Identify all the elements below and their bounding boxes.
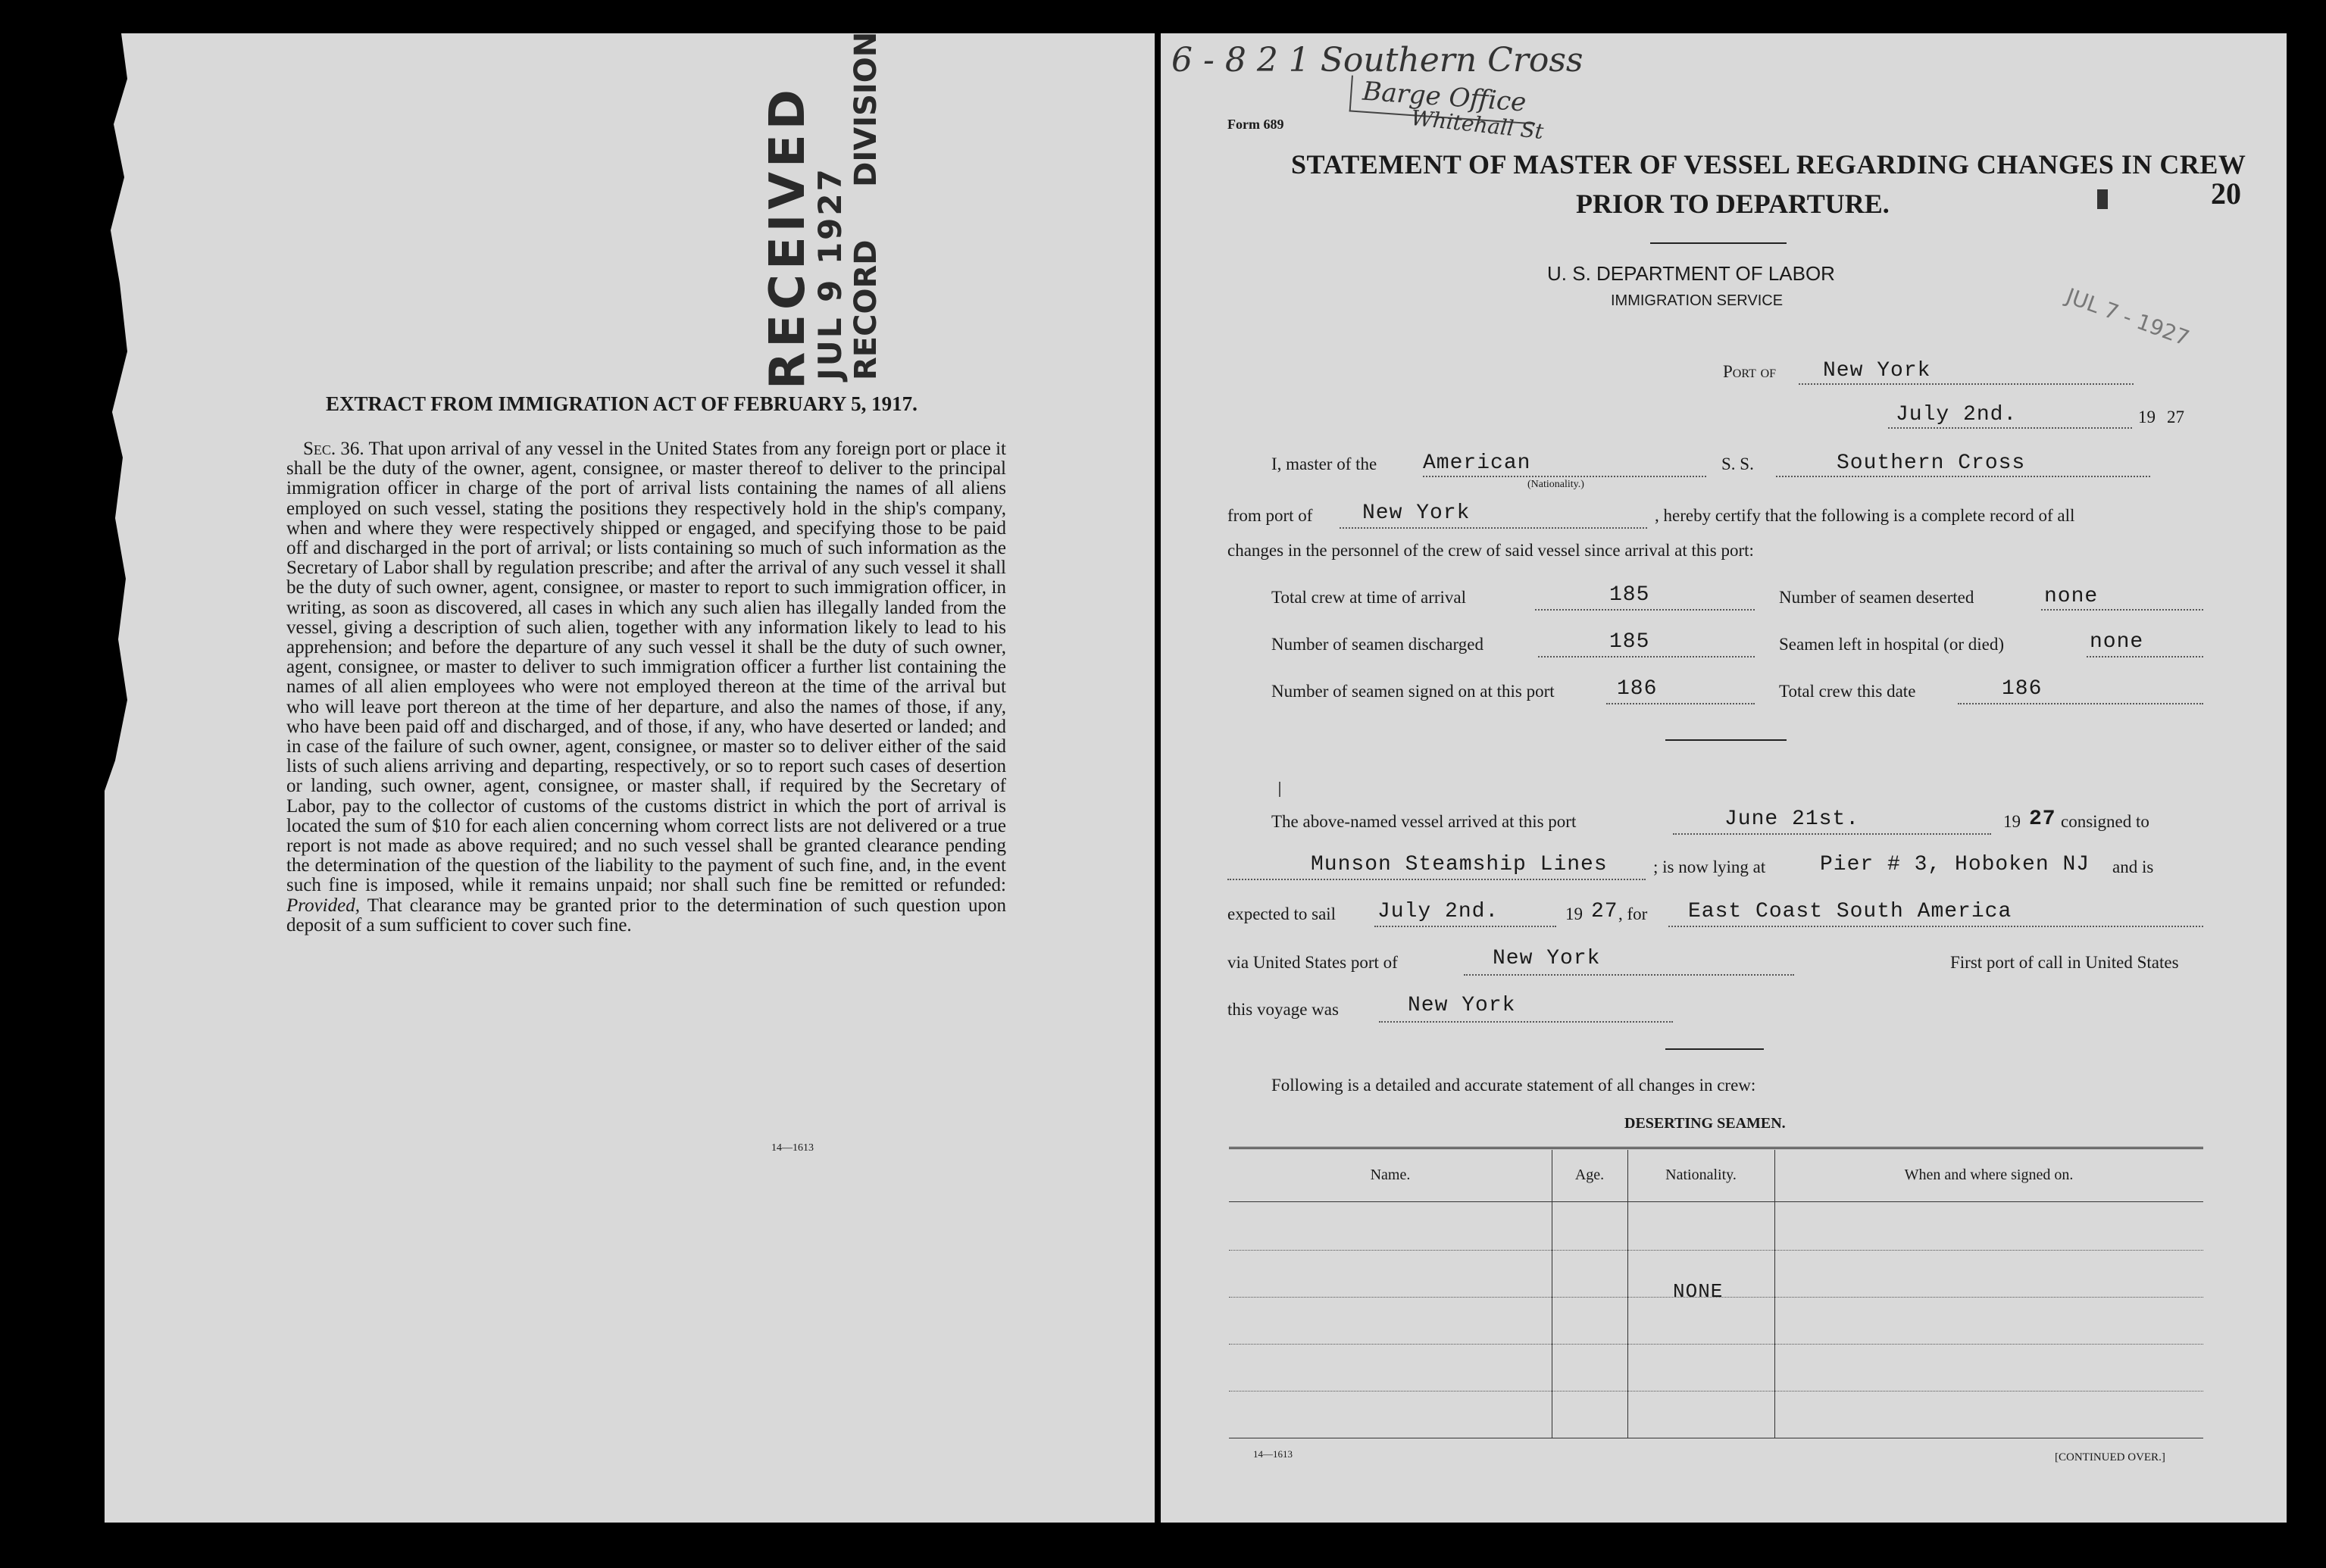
stamp-record: RECORD	[849, 239, 883, 380]
from-port-value: New York	[1362, 501, 1471, 525]
from-port-line	[1340, 527, 1647, 529]
stamp-division: DIVISION	[849, 31, 883, 187]
small-mark	[2097, 189, 2108, 209]
title-rule	[1650, 242, 1787, 244]
section-body: That upon arrival of any vessel in the United States from any foreign port or place it shall be the duty of the owner, agent, consignee, or master thereof to deliver to the principal immigration officer in charge of the port of arrival lists containing the names of all aliens employed on such vessel, stating the positions they respectively hold in the ship's company, when and where they were respectively shipped or engaged, and specifying those to be paid off and discharged in the port of arrival; or lists containing so much of such information as the Secretary of Labor shall by regulation prescribe; and after the arrival of any such vessel it shall be the duty of such owner, agent, consignee, or master to report to such immigration officer, in writing, as soon as discovered, all cases in which any such alien has illegally landed from the vessel, giving a description of such alien, together with any information likely to lead to his apprehension; and before the departure of any such vessel it shall be the duty of such owner, agent, consignee, or master to deliver to such immigration officer a further list containing the names of all alien employees who were not employed thereon at the time of the arrival but who will leave port thereon at the time of her departure, and also the names of those, if any, who have been paid off and discharged, and of those, if any, who have deserted or landed; and in case of the failure of such owner, agent, consignee, or master so to deliver either of the said lists of such aliens arriving and departing, respectively, or so to report such cases of desertion or landing, such owner, agent, consignee, or master shall, if required by the Secretary of Labor, pay to the collector of customs of the customs district in which the port of arrival is located the sum of $10 for each alien concerning whom correct lists are not delivered or a true report is not made as above required; and no such vessel shall be granted clearance pending the determination of the question of the liability to the payment of such fine, and, in the event such fine is imposed, while it remains unpaid; nor shall such fine be remitted or refunded:	[286, 439, 1007, 896]
hospital-value: none	[2090, 630, 2144, 654]
ss-label: S. S.	[1721, 454, 1754, 473]
deserting-table	[1229, 1147, 2203, 1439]
ship-line	[1776, 476, 2150, 477]
section-36-text	[286, 439, 1006, 935]
deserting-title: DESERTING SEAMEN.	[1624, 1115, 1786, 1132]
stamp-date: JUL 9 1927	[811, 167, 849, 380]
col-signed-on: When and where signed on.	[1904, 1167, 2074, 1183]
following-text: Following is a detailed and accurate statement of all changes in crew:	[1271, 1076, 1756, 1095]
deserted-label: Number of seamen deserted	[1779, 588, 1974, 607]
nationality-line	[1423, 476, 1706, 477]
right-page	[1161, 33, 2287, 1523]
destination-value: East Coast South America	[1688, 900, 2012, 923]
and-is: and is	[2112, 857, 2154, 876]
signed-on-label: Number of seamen signed on at this port	[1271, 682, 1555, 701]
hospital-label: Seamen left in hospital (or died)	[1779, 635, 2005, 654]
provided-word: Provided,	[286, 895, 360, 916]
sail-year-suffix: 27	[1591, 900, 1618, 923]
sail-date: July 2nd.	[1377, 900, 1499, 923]
department: U. S. DEPARTMENT OF LABOR	[1547, 262, 1835, 285]
deserted-value: none	[2044, 585, 2099, 608]
torn-edge	[105, 33, 135, 1523]
extract-title: EXTRACT FROM IMMIGRATION ACT OF FEBRUARY 5, 1917.	[326, 392, 918, 415]
page-number: 20	[2211, 176, 2241, 211]
form-title-line1: STATEMENT OF MASTER OF VESSEL REGARDING CHANGES IN CREW	[1291, 149, 2246, 180]
total-crew-date-label: Total crew this date	[1779, 682, 1916, 701]
consigned-label: consigned to	[2061, 812, 2149, 831]
stray-mark	[1279, 782, 1280, 797]
total-crew-arrival-value: 185	[1609, 583, 1650, 607]
date-value: July 2nd.	[1896, 403, 2018, 426]
deserted-line	[2041, 609, 2203, 611]
first-port-label: First port of call in United States	[1950, 953, 2179, 972]
footer-continued: [CONTINUED OVER.]	[2055, 1451, 2165, 1463]
col-age: Age.	[1574, 1167, 1605, 1183]
table-entry-none: NONE	[1673, 1280, 1724, 1303]
ship-name: Southern Cross	[1837, 451, 2026, 475]
signed-on-line	[1606, 703, 1755, 704]
arrived-line	[1673, 833, 1991, 835]
certify-text: , hereby certify that the following is a complete record of all	[1655, 506, 2075, 525]
sail-year-prefix: 19	[1565, 904, 1583, 923]
consignee-line	[1227, 879, 1646, 880]
form-label: Form 689	[1227, 117, 1284, 132]
master-prefix: I, master of the	[1271, 454, 1377, 473]
arrived-value: June 21st.	[1724, 807, 1860, 831]
port-value: New York	[1823, 359, 1931, 383]
voyage-rule	[1665, 1048, 1764, 1050]
stats-rule	[1665, 739, 1787, 741]
received-stamp	[760, 31, 883, 389]
year-prefix: 19	[2138, 408, 2156, 426]
arrived-year-suffix: 27	[2029, 807, 2056, 831]
discharged-line	[1538, 656, 1755, 657]
col-nationality: Nationality.	[1665, 1167, 1737, 1183]
lying-value: Pier # 3, Hoboken NJ	[1820, 853, 2090, 876]
port-label: Port of	[1723, 362, 1777, 381]
year-suffix: 27	[2167, 408, 2184, 426]
destination-line	[1668, 926, 2203, 927]
arrived-label: The above-named vessel arrived at this port	[1271, 812, 1577, 831]
discharged-value: 185	[1609, 630, 1650, 654]
this-voyage-label: this voyage was	[1227, 1000, 1339, 1019]
handwritten-barge: Barge Office	[1349, 75, 1538, 124]
date-stamp: JUL 7 - 1927	[2062, 283, 2193, 351]
port-line	[1799, 383, 2134, 385]
service: IMMIGRATION SERVICE	[1611, 292, 1784, 309]
via-label: via United States port of	[1227, 953, 1398, 972]
lying-label: ; is now lying at	[1653, 857, 1766, 876]
expected-label: expected to sail	[1227, 904, 1337, 923]
signed-on-value: 186	[1617, 677, 1658, 701]
first-port-line	[1379, 1021, 1673, 1023]
handwritten-whitehall: Whitehall St	[1409, 105, 1545, 145]
left-form-number: 14—1613	[771, 1142, 814, 1154]
stamp-received-word: RECEIVED	[760, 85, 816, 389]
via-value: New York	[1493, 947, 1601, 970]
total-crew-date-value: 186	[2002, 677, 2043, 701]
consignee-value: Munson Steamship Lines	[1311, 853, 1608, 876]
left-page	[105, 33, 1155, 1523]
date-line	[1888, 427, 2132, 429]
sail-date-line	[1374, 926, 1556, 927]
nationality-value: American	[1423, 451, 1531, 475]
section-label: Sec. 36.	[303, 439, 364, 459]
total-crew-arrival-label: Total crew at time of arrival	[1271, 588, 1467, 607]
changes-text: changes in the personnel of the crew of said vessel since arrival at this port:	[1227, 541, 1754, 560]
col-name: Name.	[1370, 1167, 1411, 1183]
form-title-line2: PRIOR TO DEPARTURE.	[1576, 189, 1890, 219]
footer-form-number: 14—1613	[1253, 1448, 1293, 1460]
discharged-label: Number of seamen discharged	[1271, 635, 1483, 654]
handwritten-note: 6 - 8 2 1 Southern Cross	[1171, 41, 1583, 80]
section-tail: That clearance may be granted prior to the determination of such question upon deposit of a sum sufficient to cover such fine.	[286, 895, 1006, 935]
arrived-year-prefix: 19	[2003, 812, 2021, 831]
total-crew-arrival-line	[1535, 609, 1755, 611]
total-crew-date-line	[1958, 703, 2203, 704]
from-port-label: from port of	[1227, 506, 1313, 525]
first-port-value: New York	[1408, 994, 1516, 1017]
for-label: , for	[1618, 904, 1648, 923]
via-line	[1464, 974, 1794, 976]
hospital-line	[2087, 656, 2203, 657]
nationality-caption: (Nationality.)	[1527, 479, 1584, 490]
punch-hole	[59, 1488, 89, 1518]
